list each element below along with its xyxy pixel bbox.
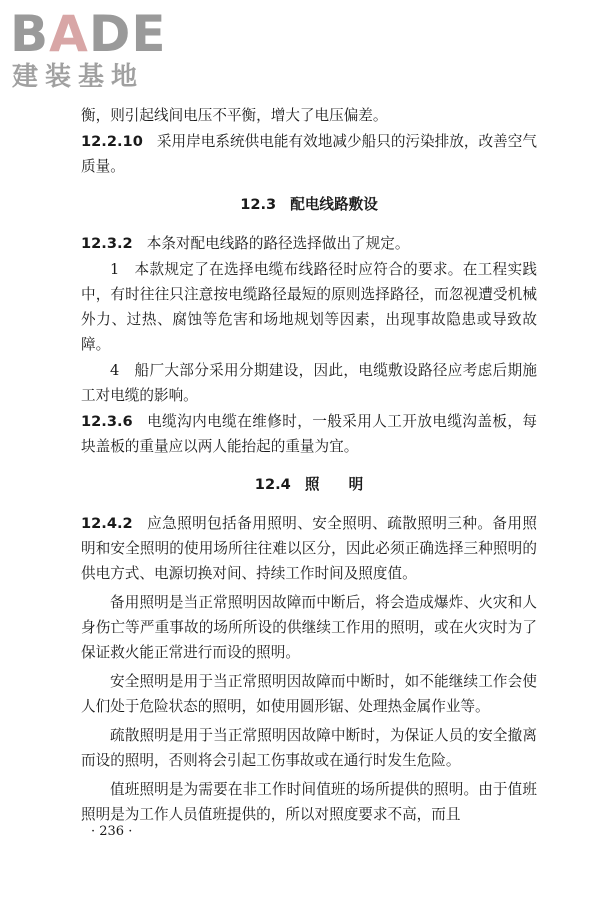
clause-number: 12.2.10 <box>81 133 143 150</box>
paragraph-evacuation-lighting: 疏散照明是用于当正常照明因故障中断时，为保证人员的安全撤离而设的照明，否则将会引起工伤事故或在通行时发生危险。 <box>81 727 537 769</box>
item-1: 1 本款规定了在选择电缆布线路径时应符合的要求。在工程实践中，有时往往只注意按电缆路径最短的原则选择路径，而忽视遭受机械外力、过热、腐蚀等危害和场地规划等因素，出现事故隐患或导致故障。 <box>81 261 537 353</box>
section-heading-12-4 <box>81 472 537 497</box>
paragraph-standby-lighting: 备用照明是当正常照明因故障而中断后，将会造成爆炸、火灾和人身伤亡等严重事故的场所所设的供继续工作用的照明，或在火灾时为了保证救火能正常进行而设的照明。 <box>81 594 537 661</box>
section-title: 配电线路敷设 <box>290 196 378 213</box>
clause-number: 12.4.2 <box>81 515 133 532</box>
clause-text: 电缆沟内电缆在维修时，一般采用人工开放电缆沟盖板，每块盖板的重量应以两人能抬起的重量为宜。 <box>81 413 537 455</box>
bade-logo <box>10 5 180 95</box>
clause-text: 采用岸电系统供电能有效地减少船只的污染排放，改善空气质量。 <box>81 133 537 175</box>
page-number: · 236 · <box>91 824 133 839</box>
clause-12-4-2 <box>81 511 537 586</box>
item-4: 4 船厂大部分采用分期建设，因此，电缆敷设路径应考虑后期施工对电缆的影响。 <box>81 362 537 404</box>
document-body <box>81 103 537 828</box>
logo-subtitle: 建装基地 <box>12 62 145 92</box>
clause-12-3-2 <box>81 231 537 256</box>
clause-number: 12.3.6 <box>81 413 133 430</box>
section-heading-12-3 <box>81 192 537 217</box>
paragraph-duty-lighting: 值班照明是为需要在非工作时间值班的场所提供的照明。由于值班照明是为工作人员值班提供的，所以对照度要求不高，而且 <box>81 781 537 823</box>
paragraph-continuation: 衡，则引起线间电压不平衡，增大了电压偏差。 <box>81 107 388 124</box>
section-title: 照 明 <box>304 476 364 493</box>
logo-wordmark: BADE <box>10 5 167 63</box>
clause-number: 12.3.2 <box>81 235 133 252</box>
clause-text: 应急照明包括备用照明、安全照明、疏散照明三种。备用照明和安全照明的使用场所往往难以区分，因此必须正确选择三种照明的供电方式、电源切换对间、持续工作时间及照度值。 <box>81 515 537 582</box>
section-number: 12.3 <box>240 196 277 213</box>
clause-12-3-6 <box>81 409 537 459</box>
section-number: 12.4 <box>254 476 291 493</box>
clause-text: 本条对配电线路的路径选择做出了规定。 <box>146 235 410 252</box>
clause-12-2-10 <box>81 129 537 179</box>
paragraph-safety-lighting: 安全照明是用于当正常照明因故障而中断时，如不能继续工作会使人们处于危险状态的照明，如使用圆形锯、处理热金属作业等。 <box>81 673 537 715</box>
